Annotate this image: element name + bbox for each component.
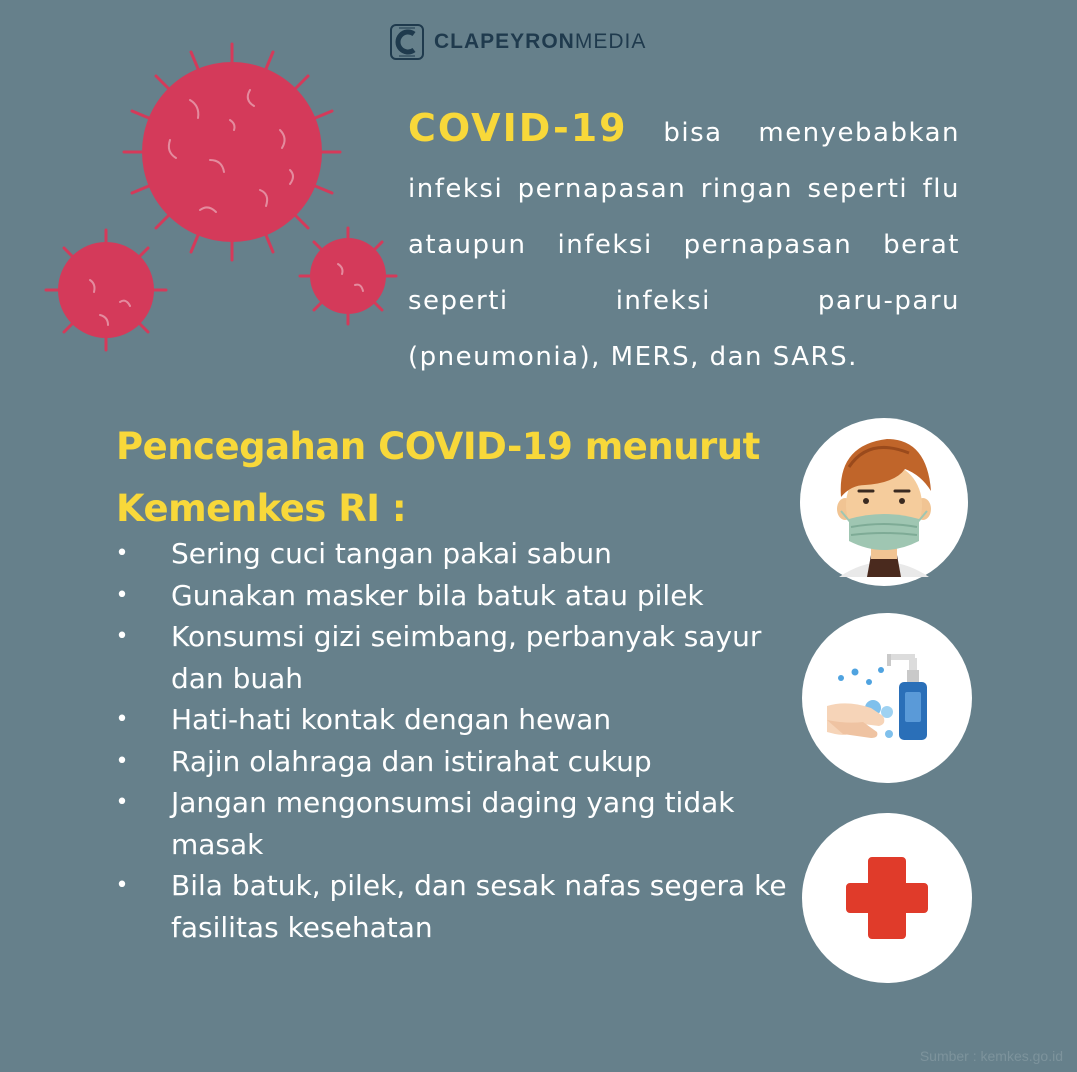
person-wearing-mask-icon (819, 427, 949, 577)
brand-name-bold: CLAPEYRON (434, 30, 575, 53)
bullet: • (115, 790, 129, 815)
list-item-text: Sering cuci tangan pakai sabun (171, 537, 612, 570)
list-item-text: Rajin olahraga dan istirahat cukup (171, 744, 652, 778)
bullet: • (115, 873, 129, 898)
sanitizer-illustration (802, 613, 972, 783)
intro-paragraph (408, 100, 960, 385)
bullet: • (115, 541, 129, 566)
bullet: • (115, 707, 129, 732)
list-item (112, 616, 792, 699)
list-item-text: Hati-hati kontak dengan hewan (171, 703, 612, 736)
bullet: • (115, 624, 129, 649)
list-item (112, 575, 792, 617)
brand-name (434, 30, 646, 54)
list-item-text: Jangan mengonsumsi daging yang tidak masak (171, 786, 735, 861)
medical-cross-icon (842, 853, 932, 943)
list-item (112, 865, 792, 948)
brand-name-light: MEDIA (574, 30, 647, 53)
prevention-title: Pencegahan COVID-19 menurut Kemenkes RI : (116, 425, 760, 530)
list-item-text: Gunakan masker bila batuk atau pilek (171, 578, 704, 612)
hand-sanitizer-icon (827, 648, 947, 748)
bullet: • (115, 748, 129, 774)
coronavirus-icon (40, 40, 400, 360)
intro-text: bisa menyebabkan infeksi pernapasan ringan seperti flu ataupun infeksi pernapasan berat seperti infeksi paru-paru (pneumonia), MERS, dan SARS. (408, 118, 960, 372)
list-item (112, 741, 792, 783)
brand-logo (390, 24, 646, 60)
list-item-text: Konsumsi gizi seimbang, perbanyak sayur dan buah (171, 620, 762, 695)
medical-cross-illustration (802, 813, 972, 983)
list-item (112, 533, 792, 575)
list-item (112, 782, 792, 865)
source-credit: Sumber : kemkes.go.id (919, 1048, 1063, 1064)
mask-illustration (800, 418, 968, 586)
list-item (112, 699, 792, 741)
bullet: • (115, 582, 129, 608)
intro-highlight: COVID-19 (408, 106, 628, 150)
list-item-text: Bila batuk, pilek, dan sesak nafas segera ke fasilitas kesehatan (171, 869, 787, 944)
prevention-list (112, 533, 792, 948)
